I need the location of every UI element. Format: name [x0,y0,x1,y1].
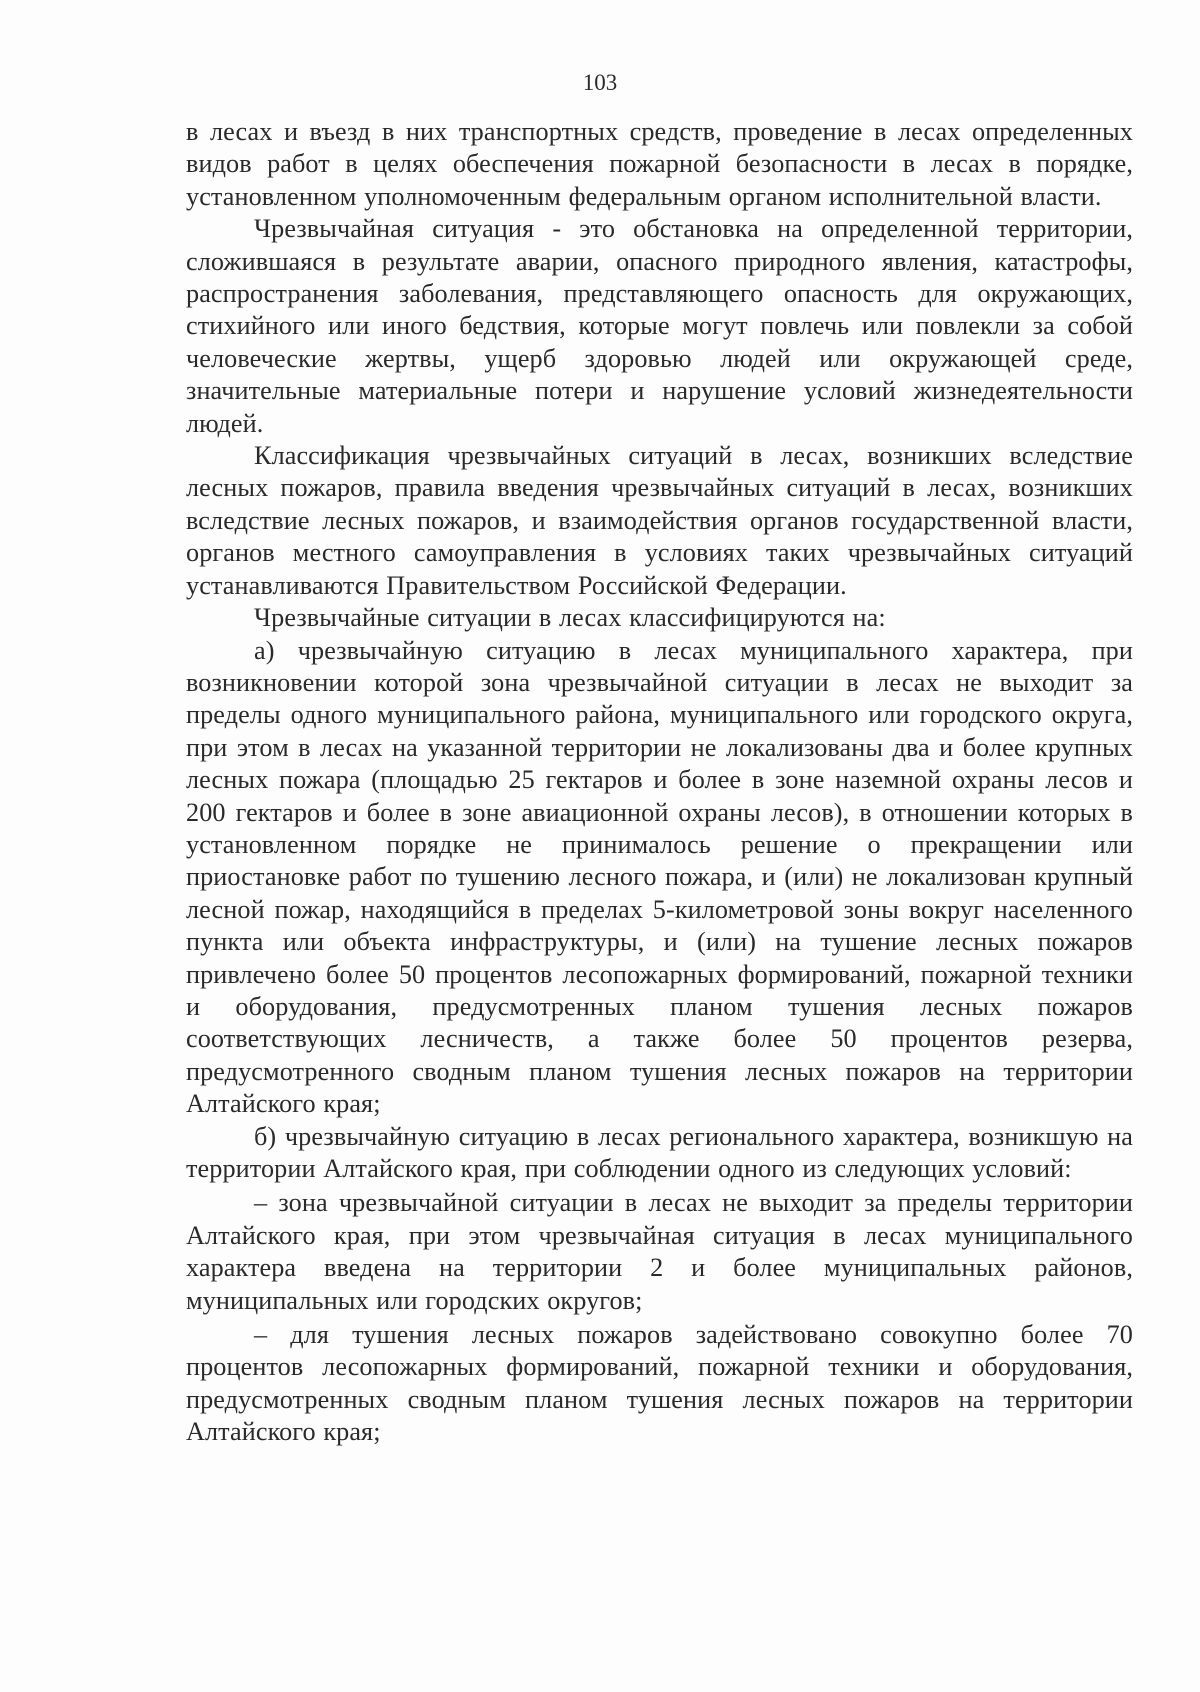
paragraph-classification-rules: Классификация чрезвычайных ситуаций в лесах, возникших вследствие лесных пожаров, правила введения чрезвычайных ситуаций в лесах, возникших вследствие лесных пожаров, и взаимодействия органов государственной власти, органов местного самоуправления в условиях таких чрезвычайных ситуаций устанавливаются Правительством Российской Федерации. [186,441,1133,600]
paragraph-continuation: в лесах и въезд в них транспортных средств, проведение в лесах определенных видов работ в целях обеспечения пожарной безопасности в лесах в порядке, установленном уполномоченным федеральным органом исполнительной власти. [186,117,1133,211]
paragraph-emergency-definition: Чрезвычайная ситуация - это обстановка на определенной территории, сложившаяся в результате аварии, опасного природного явления, катастрофы, распространения заболевания, представляющего опасность для окружающих, стихийного или иного бедствия, которые могут повлечь или повлекли за собой человеческие жертвы, ущерб здоровью людей или окружающей среде, значительные материальные потери и нарушение условий жизнедеятельности людей. [186,214,1133,438]
paragraph-municipal-emergency: а) чрезвычайную ситуацию в лесах муниципального характера, при возникновении которой зона чрезвычайной ситуации в лесах не выходит за пределы одного муниципального района, муниципального или городского округа, при этом в лесах на указанной территории не локализованы два и более крупных лесных пожара (площадью 25 гектаров и более в зоне наземной охраны лесов и 200 гектаров и более в зоне авиационной охраны лесов), в отношении которых в установленном порядке не принималось решение о прекращении или приостановке работ по тушению лесного пожара, и (или) не локализован крупный лесной пожар, находящийся в пределах 5-километровой зоны вокруг населенного пункта или объекта инфраструктуры, и (или) на тушение лесных пожаров привлечено более 50 процентов лесопожарных формирований, пожарной техники и оборудования, предусмотренных планом тушения лесных пожаров соответствующих лесничеств, а также более 50 процентов резерва, предусмотренного сводным планом тушения лесных пожаров на территории Алтайского края; [186,635,1133,1119]
list-item-resources-condition: – для тушения лесных пожаров задействовано совокупно более 70 процентов лесопожарных формирований, пожарной техники и оборудования, предусмотренных сводным планом тушения лесных пожаров на территории Алтайского края; [186,1320,1133,1447]
list-item-zone-condition: – зона чрезвычайной ситуации в лесах не выходит за пределы территории Алтайского края, при этом чрезвычайная ситуация в лесах муниципального характера введена на территории 2 и более муниципальных районов, муниципальных или городских округов; [186,1188,1133,1315]
paragraph-classification-intro: Чрезвычайные ситуации в лесах классифицируются на: [254,603,886,633]
document-body [186,116,1133,1449]
paragraph-regional-emergency: б) чрезвычайную ситуацию в лесах регионального характера, возникшую на территории Алтайского края, при соблюдении одного из следующих условий: [186,1121,1133,1183]
page-number: 103 [582,70,618,95]
